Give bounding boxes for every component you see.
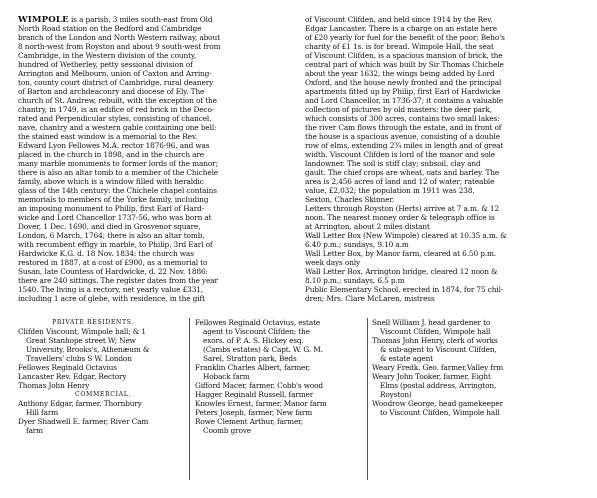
directory-entry-line: Snell William J. head gardener to [372, 318, 491, 327]
text-line: branch of the London and North Western railway, about [18, 33, 220, 42]
text-line: noon. The nearest money order & telegraph office is [305, 213, 495, 222]
text-line: glass of the 14th century: the Chichele chapel contains [18, 186, 217, 195]
text-line: value, £2,032; the population in 1911 was 238. [305, 186, 475, 195]
text-line: and Lord Chancellor, in 1736-37; it contains a valuable [305, 96, 504, 105]
directory-entry-line: to Viscount Clifden, Wimpole hall [380, 408, 500, 417]
text-line: restored in 1887, at a cost of £900, as a memorial to [18, 258, 208, 267]
text-line: ton, county court district of Cambridge, rural deanery [18, 78, 214, 87]
text-line: 6.40 p.m.; sundays, 9.10 a.m [305, 240, 409, 249]
text-line: rated and Perpendicular styles, consisting of chancel, [18, 114, 212, 123]
text-line: of Viscount Clifden, and held since 1914 by the Rev. [305, 15, 493, 24]
text-line: London, 6 March, 1764; there is also an altar tomb, [18, 231, 205, 240]
text-line: of Viscount Clifden, is a spacious mansion of brick, the [305, 51, 503, 60]
entry-right-text [305, 15, 595, 303]
commercial-list-2 [195, 318, 375, 435]
text-line: Wall Letter Box (New Wimpole) cleared at 10.35 a.m. & [305, 231, 507, 240]
place-name: WIMPOLE [18, 15, 69, 25]
text-line: Hardwicke K.G. d. 18 Nov. 1834: the church was [18, 249, 194, 258]
directory-entry-line: Weary John Tooker, farmer, Eight [372, 372, 491, 381]
text-line: which consists of 300 acres, contains two small lakes: [305, 114, 500, 123]
commercial-list [18, 399, 208, 435]
text-line: hundred of Wetherley, petty sessional division of [18, 60, 193, 69]
text-line: nave, chantry and a western gable containing one bell: [18, 123, 217, 132]
directory-entry-line: Sarel, Stratton park, Beds [203, 354, 297, 363]
directory-entry-line: Elms (postal address, Arrington, [380, 381, 497, 390]
private-residents-heading: PRIVATE RESIDENTS. [52, 319, 134, 326]
text-line: including 1 acre of glebe, with residence, in the gift [18, 294, 205, 303]
text-line: wicke and Lord Chancellor 1737-56, who was born at [18, 213, 212, 222]
directory-entry-line: & estate agent [380, 354, 433, 363]
directory-entry-line: Hoback farm [203, 372, 250, 381]
directory-entry-line: Travellers' clubs S W. London [26, 354, 132, 363]
text-line: Edgar Lancaster. There is a charge on an estate here [305, 24, 498, 33]
directory-entry-line: University, Brooks's, Athenæum & [26, 345, 150, 354]
text-line: week days only [305, 258, 361, 267]
text-line: family, above which is a window filled with heraldic [18, 177, 204, 186]
text-line: there are 240 sittings. The register dates from the year [18, 276, 218, 285]
text-line: memorials to members of the Yorke family, including [18, 195, 209, 204]
directory-entry-line: Coomb grove [203, 426, 251, 435]
directory-entry-line: Viscount Clifden, Wimpole hall [380, 327, 491, 336]
text-line: with recumbent effigy in marble, to Philip, 3rd Earl of [18, 240, 213, 249]
directory-entry-line: Peters Joseph, farmer, New farm [195, 408, 313, 417]
commercial-list-3 [372, 318, 597, 417]
private-residents-list [18, 327, 208, 390]
directory-entry-line: Rowe Clement Arthur, farmer, [195, 417, 303, 426]
directory-entry-line: Clifden Viscount, Wimpole hall; & 1 [18, 327, 146, 336]
text-line: the stained east window is a memorial to the Rev. [18, 132, 198, 141]
text-line: Edward Lyon Fellowes M.A. rector 1876-96, and was [18, 141, 210, 150]
text-line: Dover, 1 Dec. 1690, and died in Grosvenor square, [18, 222, 201, 231]
text-line: Public Elementary School, erected in 1874, for 75 chil- [305, 285, 504, 294]
text-line: North Road station on the Bedford and Cambridge [18, 24, 202, 33]
directory-entry-line: Thomas John Henry, clerk of works [372, 336, 498, 345]
directory-entry-line: Royston) [380, 390, 412, 399]
directory-entry-line: Great Stanhope street W; New [26, 336, 136, 345]
directory-column-2 [195, 318, 375, 435]
text-line: at Arrington, about 2 miles distant [305, 222, 430, 231]
text-line: the river Cam flows through the estate, and in front of [305, 123, 502, 132]
directory-entry-line: farm [26, 426, 43, 435]
directory-entry-line: Woodrow George, head gamekeeper [372, 399, 503, 408]
directory-entry-line: Franklin Charles Albert, farmer, [195, 363, 310, 372]
text-line: 1540. The living is a rectory, net yearly value £331, [18, 285, 204, 294]
text-line: Letters through Royston (Herts) arrive at 7 a.m. & 12 [305, 204, 499, 213]
directory-entry-line: Anthony Edgar, farmer, Thornbury [18, 399, 142, 408]
text-line: there is also an altar tomb to a member of the Chichele [18, 168, 219, 177]
first-line-text: is a parish, 3 miles south-east from Old [68, 15, 213, 24]
text-line: Wall Letter Box, Arrington bridge, cleared 12 noon & [305, 267, 498, 276]
entry-left-text [18, 24, 308, 303]
text-line: landowner. The soil is stiff clay; subsoil, clay and [305, 159, 481, 168]
directory-entry-line: Hill farm [26, 408, 59, 417]
text-line: 8 north-west from Royston and about 9 south-west from [18, 42, 221, 51]
text-line: the house is a spacious avenue, consisting of a double [305, 132, 500, 141]
text-line: church of St. Andrew, rebuilt, with the exception of the [18, 96, 217, 105]
directory-entry-line: Fellowes Reginald Octavius [18, 363, 117, 372]
entry-left-column [18, 15, 308, 303]
text-line: about the year 1632, the wings being added by Lord [305, 69, 495, 78]
text-line: Susan, late Countess of Hardwicke, d. 22 Nov. 1886: [18, 267, 208, 276]
directory-entry-line: Thomas John Henry [18, 381, 90, 390]
text-line: dren; Mrs. Clare McLaren, mistress [305, 294, 435, 303]
text-line: placed in the church in 1898, and in the church are [18, 150, 205, 159]
directory-entry-line: Weary Fredk. Geo. farmer,Valley frm [372, 363, 504, 372]
text-line: chantry, in 1749, is an edifice of red brick in the Deco- [18, 105, 215, 114]
directory-column-3 [372, 318, 597, 417]
text-line: collection of pictures by old masters: the deer park, [305, 105, 492, 114]
text-line: 8.10 p.m.; sundays, 6.5 p.m [305, 276, 405, 285]
directory-entry-line: Hagger Reginald Russell, farmer [195, 390, 314, 399]
directory-entry-line: Knowles Ernest, farmer, Manor farm [195, 399, 327, 408]
directory-entry-line: Lancaster Rev. Edgar, Rectory [18, 372, 127, 381]
text-line: area is 2,456 acres of land and 12 of water; rateable [305, 177, 495, 186]
directory-entry-line: Gifford Macer, farmer, Cobb's wood [195, 381, 323, 390]
directory-entry-line: agent to Viscount Clifden; the [203, 327, 310, 336]
entry-right-column [305, 15, 595, 303]
text-line: width. Viscount Clifden is lord of the manor and sole [305, 150, 496, 159]
directory-entry-line: & sub-agent to Viscount Clifden, [380, 345, 497, 354]
text-line: of £20 yearly for fuel for the benefit of the poor; Beho's [305, 33, 505, 42]
text-line: Sexton, Charles Skinner. [305, 195, 395, 204]
text-line: Wall Letter Box, by Manor farm, cleared at 6.50 p.m. [305, 249, 497, 258]
text-line: of Barton and archdeaconry and diocese of Ely. The [18, 87, 205, 96]
text-line: many marble monuments to former lords of the manor; [18, 159, 218, 168]
directory-entry-line: Fellowes Reginald Octavius, estate [195, 318, 321, 327]
text-line: Cambridge, in the Western division of the county, [18, 51, 197, 60]
directory-entry-line: Dyer Shadwell E. farmer, River Cam [18, 417, 149, 426]
text-line: row of elms, extending 2¾ miles in length and of great [305, 141, 504, 150]
text-line: gault. The chief crops are wheat, oats and barley. The [305, 168, 500, 177]
text-line: Oxford, and the house newly fronted and the principal [305, 78, 502, 87]
entry-first-line [18, 15, 308, 24]
commercial-heading: COMMERCIAL. [75, 391, 131, 398]
text-line: Arrington and Melbourn, union of Caxton and Arring- [18, 69, 212, 78]
text-line: apartments fitted up by Philip, first Earl of Hardwicke [305, 87, 501, 96]
text-line: central part of which was built by Sir Thomas Chichele [305, 60, 504, 69]
directory-entry-line: (Cambs estates) & Capt. W. G. M. [203, 345, 323, 354]
directory-column-1 [18, 318, 208, 435]
text-line: charity of £1 1s. is for bread. Wimpole Hall, the seat [305, 42, 494, 51]
text-line: an imposing monument to Philip, first Earl of Hard- [18, 204, 205, 213]
directory-entry-line: exors. of P. A. S. Hickey esq. [203, 336, 304, 345]
